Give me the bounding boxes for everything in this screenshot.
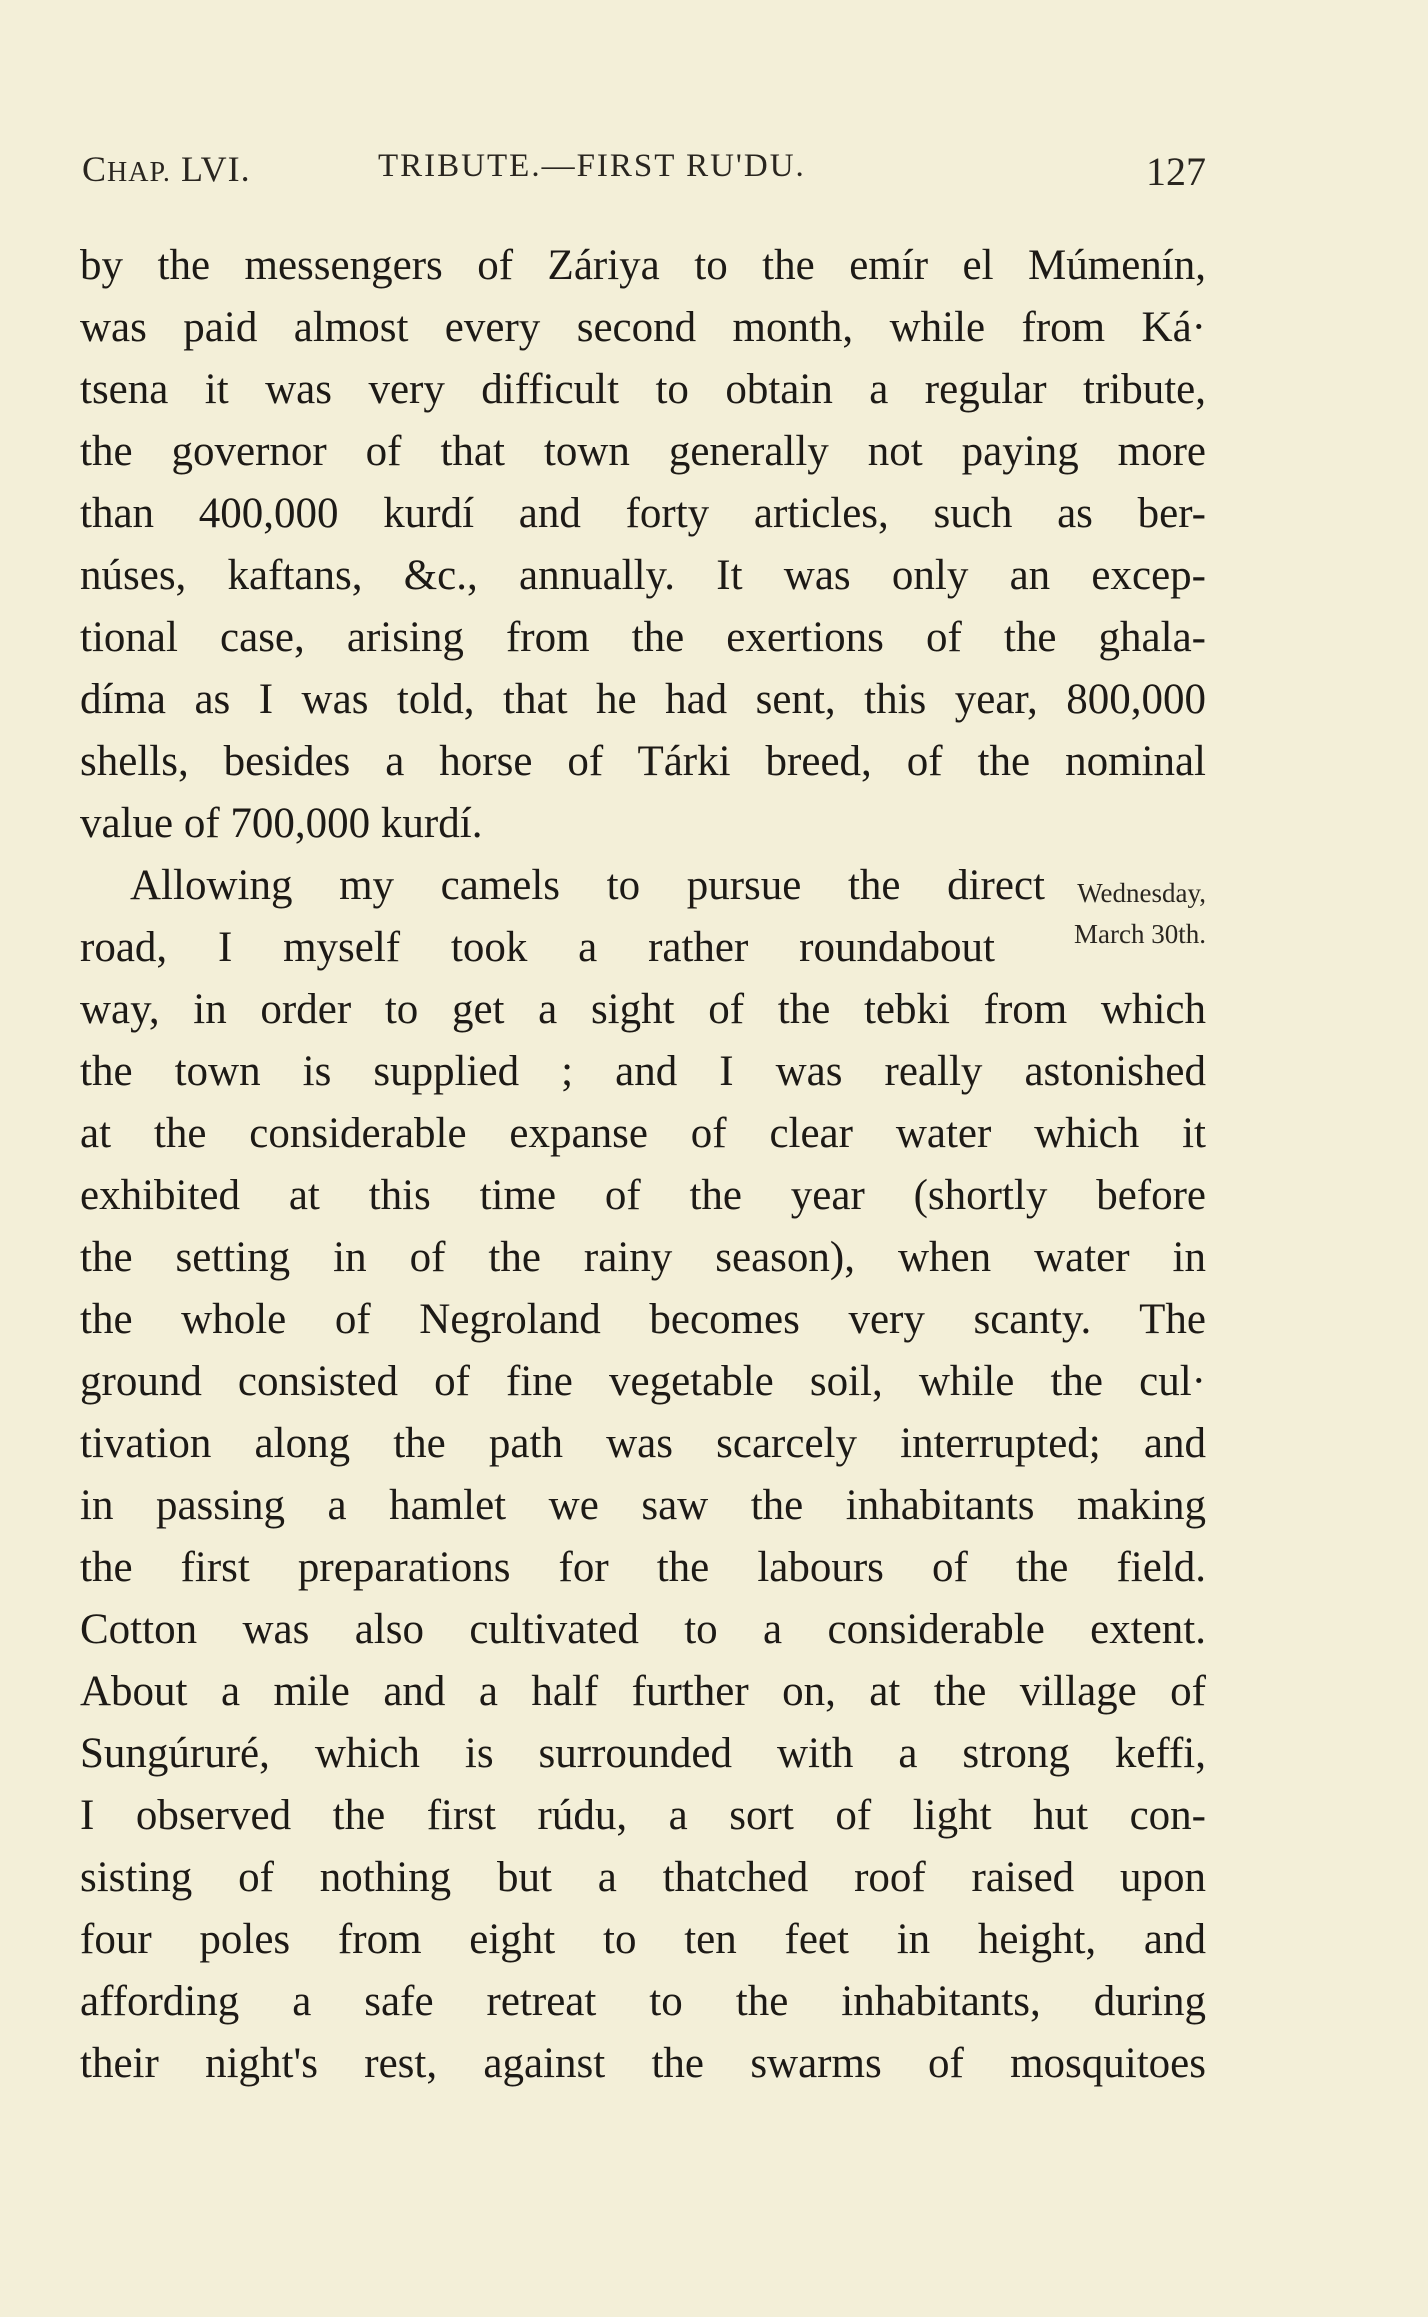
text-line: tional case, arising from the exertions of the ghala- (80, 614, 1206, 661)
text-line: núses, kaftans, &c., annually. It was only an excep- (80, 552, 1206, 599)
text-line: way, in order to get a sight of the tebki from which (80, 986, 1206, 1033)
text-line: affording a safe retreat to the inhabitants, during (80, 1978, 1206, 2025)
text-line: tsena it was very difficult to obtain a regular tribute, (80, 366, 1206, 413)
margin-note-date: March 30th. (1074, 919, 1206, 949)
text-line: than 400,000 kurdí and forty articles, such as ber- (80, 490, 1206, 537)
text-line: the whole of Negroland becomes very scanty. The (80, 1296, 1206, 1343)
text-line: About a mile and a half further on, at the village of (80, 1668, 1206, 1715)
text-line: shells, besides a horse of Tárki breed, of the nominal (80, 738, 1206, 785)
text-line: at the considerable expanse of clear water which it (80, 1110, 1206, 1157)
text-line: tivation along the path was scarcely interrupted; and (80, 1420, 1206, 1467)
text-line: sisting of nothing but a thatched roof raised upon (80, 1854, 1206, 1901)
text-line: road, I myself took a rather roundabout (80, 924, 995, 971)
text-line: Allowing my camels to pursue the direct (130, 862, 1045, 909)
chapter-label (82, 148, 251, 190)
text-line: the setting in of the rainy season), when water in (80, 1234, 1206, 1281)
text-line: was paid almost every second month, while from Ká· (80, 304, 1206, 351)
text-line: exhibited at this time of the year (shortly before (80, 1172, 1206, 1219)
text-line: four poles from eight to ten feet in height, and (80, 1916, 1206, 1963)
text-line: by the messengers of Záriya to the emír el Múmenín, (80, 242, 1206, 289)
text-line: Sungúruré, which is surrounded with a strong keffi, (80, 1730, 1206, 1777)
running-title: TRIBUTE.—FIRST RU'DU. (378, 148, 806, 184)
margin-note-day: Wednesday, (1077, 878, 1206, 908)
chapter-initial: C (82, 149, 108, 189)
page-number: 127 (1146, 149, 1206, 194)
body-text (80, 235, 1206, 2095)
text-line: the governor of that town generally not paying more (80, 428, 1206, 475)
text-line: value of 700,000 kurdí. (80, 800, 483, 847)
running-head (80, 148, 1206, 192)
text-line: Cotton was also cultivated to a considerable extent. (80, 1606, 1206, 1653)
text-line: their night's rest, against the swarms of mosquitoes (80, 2040, 1206, 2087)
chapter-rest: HAP. (107, 157, 171, 188)
text-line: the first preparations for the labours of the field. (80, 1544, 1206, 1591)
text-line: ground consisted of fine vegetable soil, while the cul· (80, 1358, 1206, 1405)
text-line: the town is supplied ; and I was really astonished (80, 1048, 1206, 1095)
chapter-number: LVI. (180, 149, 251, 189)
text-line: I observed the first rúdu, a sort of light hut con- (80, 1792, 1206, 1839)
text-line: in passing a hamlet we saw the inhabitants making (80, 1482, 1206, 1529)
text-line: díma as I was told, that he had sent, this year, 800,000 (80, 676, 1206, 723)
